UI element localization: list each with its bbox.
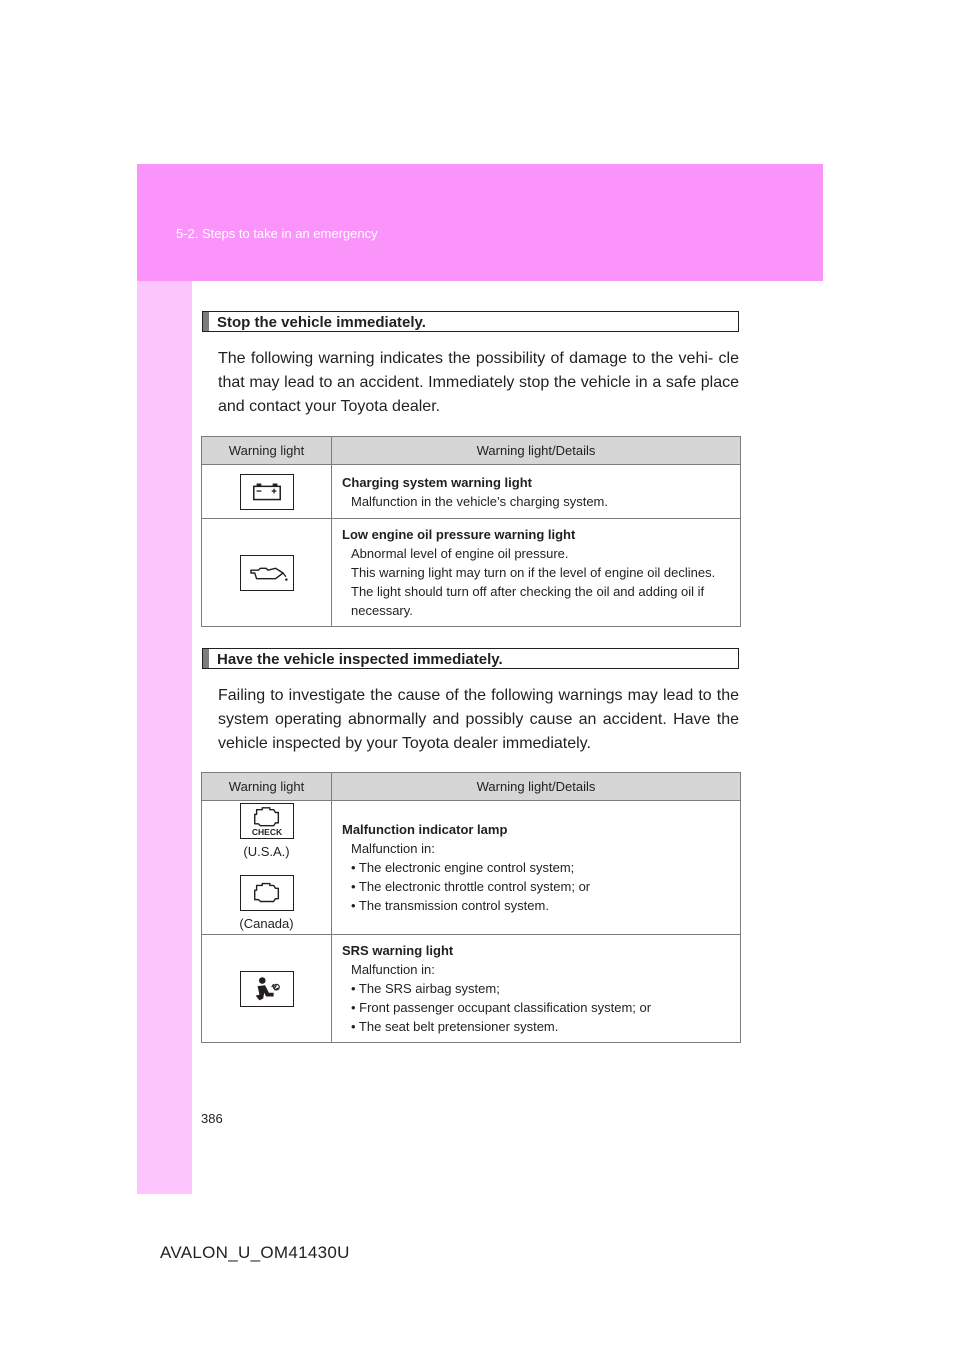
icon-caption: (Canada) — [239, 915, 294, 931]
warning-table-inspect — [201, 772, 741, 1043]
paragraph-inspect: Failing to investigate the cause of the following warnings may lead to the system operating abnormally and possibly cause an accident. Have the vehicle inspected by your Toyota dealer immediately. — [218, 687, 739, 752]
detail-line: This warning light may turn on if the level of engine oil declines. The light should turn off after checking the oil and adding oil if necessary. — [351, 565, 716, 618]
table-row — [202, 935, 741, 1043]
table-row — [202, 801, 741, 935]
detail-title: Low engine oil pressure warning light — [342, 527, 576, 542]
details-cell — [332, 935, 741, 1043]
detail-title: Charging system warning light — [342, 474, 532, 490]
col-details: Warning light/Details — [332, 773, 741, 801]
icon-cell — [202, 465, 332, 519]
svg-text:CHECK: CHECK — [251, 826, 282, 837]
detail-line: • The transmission control system. — [351, 898, 549, 913]
heading-bar — [203, 649, 209, 668]
detail-line: • Front passenger occupant classification system; or — [351, 1000, 652, 1015]
battery-icon — [240, 474, 294, 510]
srs-airbag-icon — [240, 971, 294, 1007]
detail-line: • The electronic engine control system; — [351, 860, 575, 875]
detail-title: Malfunction indicator lamp — [342, 822, 508, 837]
icon-caption: (U.S.A.) — [243, 843, 290, 859]
detail-title: SRS warning light — [342, 943, 454, 958]
detail-line: • The SRS airbag system; — [351, 981, 500, 996]
detail-line: • The seat belt pretensioner system. — [351, 1019, 559, 1034]
detail-line: Malfunction in: — [351, 841, 435, 856]
paragraph-stop: The following warning indicates the possibility of damage to the vehi- cle that may lead to an accident. Immediately stop the vehicle in a safe place and contact your Toyota dealer. — [218, 350, 739, 415]
details-cell — [332, 519, 741, 627]
warning-table-stop — [201, 436, 741, 627]
side-band — [137, 164, 192, 1194]
detail-line: Malfunction in the vehicle’s charging system. — [351, 493, 608, 509]
document-code: AVALON_U_OM41430U — [160, 1243, 350, 1262]
table-row — [202, 465, 741, 519]
icon-cell — [202, 935, 332, 1043]
check-engine-icon — [240, 803, 294, 839]
details-cell — [332, 801, 741, 935]
section-heading-stop — [202, 311, 739, 332]
table-header-row — [202, 773, 741, 801]
icon-cell — [202, 519, 332, 627]
table-row — [202, 519, 741, 627]
heading-bar — [203, 312, 209, 331]
detail-line: Malfunction in: — [351, 962, 435, 977]
details-cell — [332, 465, 741, 519]
heading-text: Have the vehicle inspected immediately. — [217, 651, 503, 668]
col-details: Warning light/Details — [332, 437, 741, 465]
page-number: 386 — [201, 1111, 223, 1126]
engine-icon — [240, 875, 294, 911]
col-warning-light: Warning light — [202, 437, 332, 465]
section-heading-inspect — [202, 648, 739, 669]
oil-can-icon — [240, 555, 294, 591]
header-band — [137, 164, 823, 281]
table-header-row — [202, 437, 741, 465]
icon-cell — [202, 801, 332, 935]
col-warning-light: Warning light — [202, 773, 332, 801]
section-header: 5-2. Steps to take in an emergency — [176, 226, 378, 241]
detail-line: Abnormal level of engine oil pressure. — [351, 546, 569, 561]
heading-text: Stop the vehicle immediately. — [217, 314, 426, 331]
detail-line: • The electronic throttle control system; or — [351, 879, 591, 894]
